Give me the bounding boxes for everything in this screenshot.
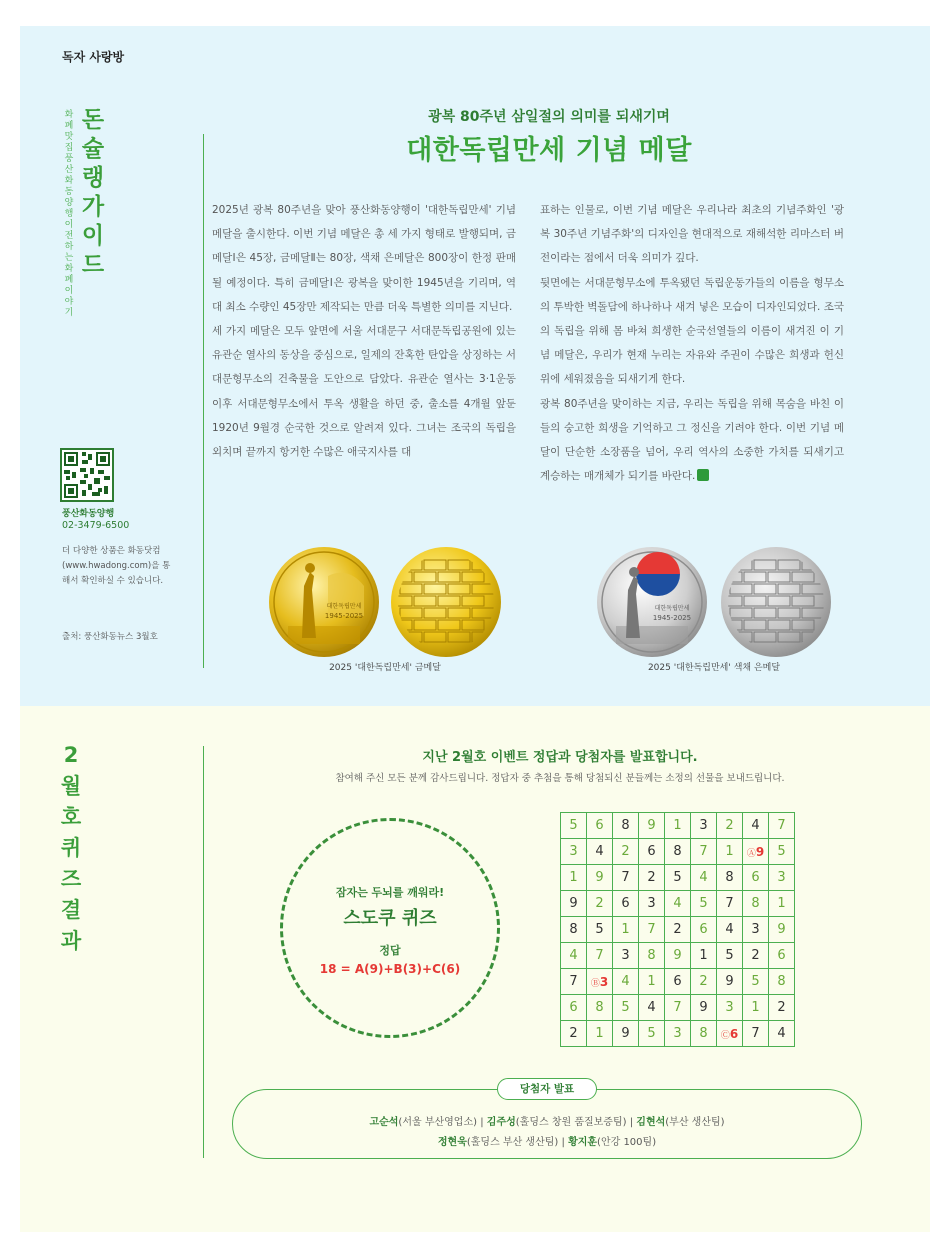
sudoku-cell: 4 — [561, 943, 587, 969]
sudoku-row — [561, 995, 795, 1021]
sudoku-cell: 5 — [717, 943, 743, 969]
article-paragraph: 뒷면에는 서대문형무소에 투옥됐던 독립운동가들의 이름을 형무소의 투박한 벽돌담에 하나하나 새겨 넣은 모습이 디자인되었다. 조국의 독립을 위해 몸 바쳐 희생한 순국선열들의 이름이 새겨진 이 기념 메달은, 우리가 현재 누리는 자유와 주권이 수많은 희생과 헌신 위에 세워졌음을 되새기게 한다. — [540, 276, 844, 386]
sudoku-cell: 6 — [587, 813, 613, 839]
sudoku-cell: 3 — [691, 813, 717, 839]
end-mark-icon — [697, 469, 709, 481]
sudoku-row — [561, 891, 795, 917]
sponsor-phone: 02-3479-6500 — [62, 520, 130, 531]
circle-tagline: 잠자는 두뇌를 깨워라! — [335, 886, 445, 899]
winner-name: 김주성 — [486, 1117, 516, 1128]
sudoku-cell: 5 — [613, 995, 639, 1021]
winner-detail: (홀딩스 창원 품질보증팀) — [515, 1117, 627, 1128]
sudoku-cell: 5 — [561, 813, 587, 839]
sudoku-cell: 6 — [665, 969, 691, 995]
sudoku-cell: 8 — [639, 943, 665, 969]
article-paragraph: 세 가지 메달은 모두 앞면에 서울 서대문구 서대문독립공원에 있는 유관순 열사의 동상을 중심으로, 일제의 잔혹한 탄압을 상징하는 서대문형무소의 건축물을 도안으로 담았다. 유관순 열사는 3·1운동 이후 서대문형무소에서 투옥 생활을 하던 중, 출소를 4개월 앞둔 1920년 9월경 순국한 것으로 알려져 있다. 그녀는 조국의 독립을 외치며 끝까지 항거한 수많은 애국지사를 대 — [212, 325, 516, 459]
silver-medal-front — [596, 546, 708, 658]
sudoku-cell: 7 — [665, 995, 691, 1021]
sudoku-cell: 7 — [769, 813, 795, 839]
sudoku-cell: 8 — [613, 813, 639, 839]
sudoku-row — [561, 865, 795, 891]
sudoku-cell: 1 — [717, 839, 743, 865]
silver-medal-caption: 2025 '대한독립만세' 색채 은메달 — [647, 663, 781, 673]
winners-line-1 — [232, 1113, 862, 1128]
sudoku-mark: Ⓑ — [590, 978, 600, 989]
sudoku-cell: 4 — [639, 995, 665, 1021]
sudoku-cell: 1 — [561, 865, 587, 891]
sudoku-cell: 4 — [665, 891, 691, 917]
sudoku-cell: 2 — [665, 917, 691, 943]
sudoku-cell: 7 — [717, 891, 743, 917]
sudoku-cell: 5 — [587, 917, 613, 943]
sudoku-cell: 1 — [665, 813, 691, 839]
gold-medal-years: 1945-2025 — [324, 612, 364, 620]
article-column-right — [540, 198, 844, 488]
sudoku-cell: 9 — [769, 917, 795, 943]
quiz-vertical-title: 2월호퀴즈결과 — [60, 743, 82, 953]
sudoku-cell: 9 — [639, 813, 665, 839]
silver-medal-back — [720, 546, 832, 658]
sudoku-cell: 7 — [639, 917, 665, 943]
winner-name: 고순석 — [369, 1117, 399, 1128]
sudoku-cell: 4 — [613, 969, 639, 995]
silver-medal-face-label: 대한독립만세 — [654, 605, 690, 612]
article-paragraph — [540, 392, 844, 489]
sudoku-cell: 2 — [769, 995, 795, 1021]
sudoku-cell: 8 — [587, 995, 613, 1021]
sudoku-cell: 3 — [743, 917, 769, 943]
winner-name: 김현석 — [636, 1117, 666, 1128]
winner-detail: (서울 부산영업소) — [398, 1117, 478, 1128]
sudoku-value: 9 — [755, 844, 765, 859]
sudoku-row — [561, 1021, 795, 1047]
sudoku-cell: 2 — [717, 813, 743, 839]
sudoku-cell: 5 — [743, 969, 769, 995]
sudoku-cell: 8 — [769, 969, 795, 995]
sudoku-cell — [587, 969, 613, 995]
sudoku-cell: 2 — [613, 839, 639, 865]
sidebar-subtitle: 화폐 맛집 풍산화동양행이 전하는 화폐 이야기 — [64, 110, 74, 318]
sudoku-cell: 4 — [717, 917, 743, 943]
sudoku-cell: 3 — [717, 995, 743, 1021]
winner-detail: (안강 100팀) — [597, 1137, 657, 1148]
sudoku-cell: 1 — [769, 891, 795, 917]
sudoku-row — [561, 943, 795, 969]
winner-separator: | — [561, 1137, 565, 1148]
article-paragraph-text: 광복 80주년을 맞이하는 지금, 우리는 독립을 위해 목숨을 바친 이들의 숭고한 희생을 기억하고 그 정신을 기려야 한다. 이번 기념 메달이 단순한 소장품을 넘어, 우리 역사의 소중한 가치를 되새기고 계승하는 매개체가 되기를 바란다. — [540, 397, 844, 483]
sudoku-cell: 9 — [561, 891, 587, 917]
sidebar-title: 돈슐랭가이드 — [81, 107, 105, 278]
sudoku-cell: 6 — [639, 839, 665, 865]
quiz-subheading: 참여해 주신 모든 분께 감사드립니다. 정답자 중 추첨을 통해 당첨되신 분들께는 소정의 선물을 보내드립니다. — [335, 773, 785, 784]
sudoku-mark: Ⓒ — [720, 1030, 730, 1041]
sudoku-row — [561, 813, 795, 839]
sudoku-cell: 6 — [743, 865, 769, 891]
sudoku-row — [561, 839, 795, 865]
sudoku-value: 6 — [729, 1026, 739, 1041]
sudoku-cell: 7 — [743, 1021, 769, 1047]
sudoku-cell: 9 — [665, 943, 691, 969]
sudoku-cell: 2 — [639, 865, 665, 891]
sudoku-cell: 3 — [639, 891, 665, 917]
sudoku-cell: 7 — [691, 839, 717, 865]
sudoku-cell: 7 — [561, 969, 587, 995]
sudoku-cell: 5 — [769, 839, 795, 865]
sudoku-cell: 7 — [613, 865, 639, 891]
winner-detail: (부산 생산팀) — [665, 1117, 725, 1128]
sudoku-cell — [717, 1021, 743, 1047]
article-paragraph: 표하는 인물로, 이번 기념 메달은 우리나라 최초의 기념주화인 '광복 30주년 기념주화'의 디자인을 현대적으로 재해석한 리마스터 버전이라는 점에서 더욱 의미가 깊다. — [540, 204, 844, 265]
answer-label: 정답 — [379, 944, 401, 957]
sudoku-cell: 8 — [743, 891, 769, 917]
sponsor-more-info: 더 다양한 상품은 화동닷컴 (www.hwadong.com)을 통해서 확인하실 수 있습니다. — [62, 546, 171, 586]
sudoku-cell: 5 — [691, 891, 717, 917]
sudoku-cell: 1 — [691, 943, 717, 969]
section-label: 독자 사랑방 — [62, 50, 125, 64]
sudoku-cell: 3 — [613, 943, 639, 969]
silver-medal-years: 1945-2025 — [652, 614, 692, 622]
quiz-divider — [203, 746, 204, 1158]
qr-code-graphic — [62, 450, 112, 500]
qr-code[interactable] — [60, 448, 114, 502]
sudoku-cell: 9 — [691, 995, 717, 1021]
sudoku-cell: 8 — [665, 839, 691, 865]
sudoku-cell: 7 — [587, 943, 613, 969]
answer-value: 18 = A(9)+B(3)+C(6) — [319, 962, 461, 976]
winners-label: 당첨자 발표 — [497, 1078, 597, 1100]
sudoku-cell: 8 — [717, 865, 743, 891]
sudoku-cell: 2 — [691, 969, 717, 995]
sponsor-name: 풍산화동양행 — [62, 509, 115, 519]
sudoku-cell: 2 — [743, 943, 769, 969]
sudoku-cell: 6 — [613, 891, 639, 917]
sudoku-row — [561, 917, 795, 943]
sudoku-cell: 6 — [691, 917, 717, 943]
gold-medal-back — [390, 546, 502, 658]
sudoku-cell: 2 — [587, 891, 613, 917]
sudoku-cell: 3 — [561, 839, 587, 865]
sudoku-row — [561, 969, 795, 995]
gold-medal-face-label: 대한독립만세 — [326, 603, 362, 610]
sudoku-cell: 3 — [665, 1021, 691, 1047]
winner-detail: (홀딩스 부산 생산팀) — [466, 1137, 559, 1148]
winner-name: 황지훈 — [568, 1137, 598, 1148]
sudoku-cell: 1 — [743, 995, 769, 1021]
sudoku-cell: 4 — [743, 813, 769, 839]
winner-name: 정현욱 — [437, 1137, 467, 1148]
sudoku-cell: 1 — [613, 917, 639, 943]
winners-line-2 — [232, 1133, 862, 1148]
quiz-heading: 지난 2월호 이벤트 정답과 당첨자를 발표합니다. — [422, 750, 698, 765]
sudoku-grid — [560, 812, 795, 1047]
sudoku-cell: 4 — [691, 865, 717, 891]
sudoku-cell: 4 — [769, 1021, 795, 1047]
sudoku-cell: 9 — [613, 1021, 639, 1047]
sudoku-value: 3 — [599, 974, 609, 989]
sudoku-cell: 2 — [561, 1021, 587, 1047]
article-paragraph: 2025년 광복 80주년을 맞아 풍산화동양행이 '대한독립만세' 기념 메달을 출시한다. 이번 기념 메달은 총 세 가지 형태로 발행되며, 금메달Ⅰ은 45장, 금메달Ⅱ는 80장, 색채 은메달은 800장이 한정 판매될 예정이다. 특히 금메달Ⅰ은 광복을 맞이한 1945년을 기리며, 역대 최소 수량인 45장만 제작되는 만큼 더욱 특별한 의미를 지닌다. — [212, 204, 516, 313]
sudoku-cell: 6 — [561, 995, 587, 1021]
winner-separator: | — [629, 1117, 634, 1128]
circle-title: 스도쿠 퀴즈 — [343, 908, 437, 929]
sudoku-cell: 8 — [561, 917, 587, 943]
sudoku-cell: 5 — [665, 865, 691, 891]
sidebar-divider — [203, 134, 204, 668]
sudoku-cell: 4 — [587, 839, 613, 865]
sudoku-cell: 6 — [769, 943, 795, 969]
sudoku-cell: 1 — [639, 969, 665, 995]
article-subtitle: 광복 80주년 삼일절의 의미를 되새기며 — [428, 109, 670, 125]
sudoku-cell: 9 — [717, 969, 743, 995]
article-column-left — [212, 198, 516, 464]
winner-separator: | — [480, 1117, 484, 1128]
sudoku-cell: 3 — [769, 865, 795, 891]
article-title: 대한독립만세 기념 메달 — [406, 135, 692, 166]
sudoku-cell: 8 — [691, 1021, 717, 1047]
gold-medal-front — [268, 546, 380, 658]
sudoku-cell: 9 — [587, 865, 613, 891]
sudoku-cell: 1 — [587, 1021, 613, 1047]
sudoku-mark: Ⓐ — [746, 848, 756, 859]
sudoku-cell: 5 — [639, 1021, 665, 1047]
sudoku-cell — [743, 839, 769, 865]
gold-medal-caption: 2025 '대한독립만세' 금메달 — [329, 663, 441, 673]
source-note: 출처: 풍산화동뉴스 3월호 — [62, 632, 158, 642]
